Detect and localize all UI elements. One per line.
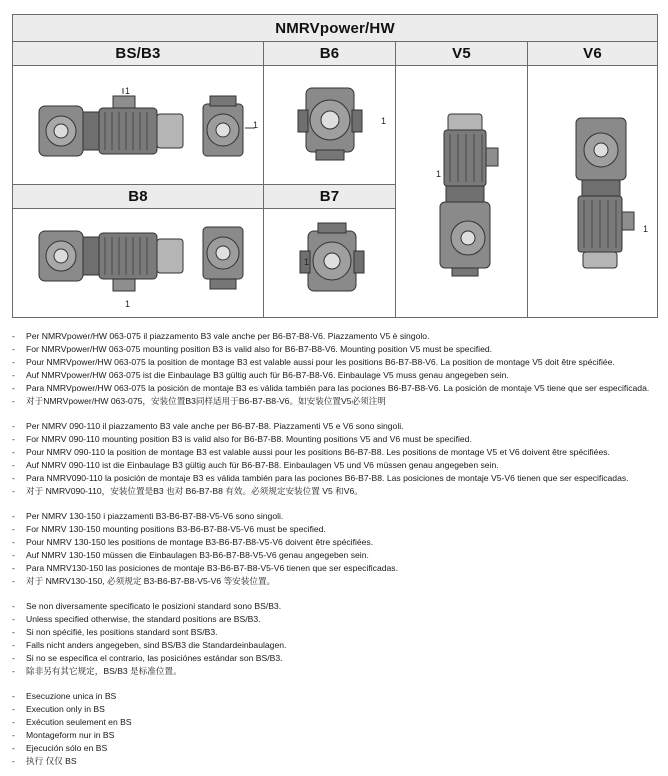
note-line: - Esecuzione unica in BS	[12, 691, 117, 701]
column-header-bs-b3: BS/B3	[12, 41, 264, 66]
position-marker: 1	[436, 169, 442, 179]
column-header-b8: B8	[12, 184, 264, 209]
note-line: - For NMRVpower/HW 063-075 mounting position B3 is valid also for B6-B7-B8-V6. Mounting position V5 must be specified.	[12, 344, 493, 354]
position-marker: 1	[125, 299, 131, 309]
position-marker: 1	[381, 116, 387, 126]
note-line: - For NMRV 090-110 mounting position B3 is valid also for B6-B7-B8. Mounting positions V5 and V6 must be specified.	[12, 434, 472, 444]
position-marker: 1	[125, 86, 131, 96]
note-line: - Montageform nur in BS	[12, 730, 115, 740]
note-line: - 除非另有其它规定，BS/B3 是标准位置。	[12, 666, 182, 676]
gearmotor-b6-drawing	[264, 66, 395, 184]
note-line: - 执行 仅仅 BS	[12, 756, 77, 766]
column-header-v6: V6	[527, 41, 658, 66]
note-group-execution-bs	[12, 690, 658, 768]
note-line: - 对于NMRVpower/HW 063-075，安装位置B3同样适用于B6-B7-B8-V6。如安装位置V5必须注明	[12, 396, 386, 406]
note-line: - Auf NMRV 090-110 ist die Einbaulage B3 gültig auch für B6-B7-B8. Einbaulagen V5 und V6 müssen genau angegeben sein.	[12, 460, 499, 470]
note-line: - Per NMRVpower/HW 063-075 il piazzamento B3 vale anche per B6-B7-B8-V6. Piazzamento V5 è singolo.	[12, 331, 430, 341]
note-line: - Unless specified otherwise, the standard positions are BS/B3.	[12, 614, 261, 624]
note-line: - Para NMRVpower/HW 063-075 la posición de montaje B3 es válida también para las pociones B6-B7-B8-V6. La posición de montaje V5 tiene que ser especificada.	[12, 383, 650, 393]
cell-bs-b3-drawing	[12, 65, 264, 185]
gearmotor-bs-b3-drawing	[13, 66, 263, 184]
cell-b7-drawing	[263, 208, 396, 318]
note-line: - 对于 NMRV130-150, 必须规定 B3-B6-B7-B8-V5-V6 等安装位置。	[12, 576, 276, 586]
note-line: - Per NMRV 090-110 il piazzamento B3 vale anche per B6-B7-B8. Piazzamenti V5 e V6 sono singoli.	[12, 421, 404, 431]
column-header-b6: B6	[263, 41, 396, 66]
note-line: - Para NMRV130-150 las posiciones de montaje B3-B6-B7-B8-V5-V6 tienen que ser especificadas.	[12, 563, 398, 573]
note-line: - Para NMRV090-110 la posición de montaje B3 es válida también para las pociones B6-B7-B8. Las posiciones de montaje V5-V6 tienen que ser especificadas.	[12, 473, 629, 483]
position-marker: 1	[643, 224, 649, 234]
note-line: - 对于 NMRV090-110，安装位置是B3 也对 B6-B7-B8 有效。必须规定安装位置 V5 和V6。	[12, 486, 363, 496]
mounting-position-table	[12, 14, 658, 318]
gearmotor-b7-drawing	[264, 209, 395, 317]
note-line: - Falls nicht anders angegeben, sind BS/B3 die Standardeinbaulagen.	[12, 640, 287, 650]
cell-v5-drawing	[395, 65, 528, 318]
note-line: - Per NMRV 130-150 i piazzamenti B3-B6-B7-B8-V5-V6 sono singoli.	[12, 511, 284, 521]
position-marker: 1	[304, 257, 310, 267]
column-header-v5: V5	[395, 41, 528, 66]
cell-v6-drawing	[527, 65, 658, 318]
note-line: - Se non diversamente specificato le posizioni standard sono BS/B3.	[12, 601, 282, 611]
note-group-063-075	[12, 330, 658, 408]
note-line: - Auf NMRVpower/HW 063-075 ist die Einbaulage B3 gültig auch für B6-B7-B8-V6. Einbaulage V5 muss genau angegeben sein.	[12, 370, 509, 380]
note-group-standard-positions	[12, 600, 658, 678]
cell-b6-drawing	[263, 65, 396, 185]
note-line: - Execution only in BS	[12, 704, 105, 714]
table-title: NMRVpower/HW	[12, 14, 658, 42]
mounting-notes	[12, 330, 658, 768]
column-header-b7: B7	[263, 184, 396, 209]
note-line: - Pour NMRV 130-150 les positions de montage B3-B6-B7-B8-V5-V6 doivent être spécifiées.	[12, 537, 374, 547]
note-group-090-110	[12, 420, 658, 498]
note-group-130-150	[12, 510, 658, 588]
cell-b8-drawing	[12, 208, 264, 318]
gearmotor-b8-drawing	[13, 209, 263, 317]
note-line: - Si non spécifié, les positions standard sont BS/B3.	[12, 627, 218, 637]
position-marker: 1	[253, 120, 259, 130]
note-line: - Ejecución sólo en BS	[12, 743, 108, 753]
note-line: - Pour NMRV 090-110 la position de montage B3 est valable aussi pour les positions B6-B7-B8. Les positions de montage V5 et V6 doivent être spécifiées.	[12, 447, 610, 457]
note-line: - Exécution seulement en BS	[12, 717, 132, 727]
gearmotor-v6-drawing	[528, 66, 657, 317]
note-line: - Pour NMRVpower/HW 063-075 la position de montage B3 est valable aussi pour les positions B6-B7-B8-V6. La position de montage V5 doit être spécifiée.	[12, 357, 615, 367]
note-line: - For NMRV 130-150 mounting positions B3-B6-B7-B8-V5-V6 must be specified.	[12, 524, 326, 534]
gearmotor-v5-drawing	[396, 66, 527, 317]
note-line: - Auf NMRV 130-150 müssen die Einbaulagen B3-B6-B7-B8-V5-V6 genau angegeben sein.	[12, 550, 369, 560]
note-line: - Si no se especifica el contrario, las posiciónes estándar son BS/B3.	[12, 653, 283, 663]
